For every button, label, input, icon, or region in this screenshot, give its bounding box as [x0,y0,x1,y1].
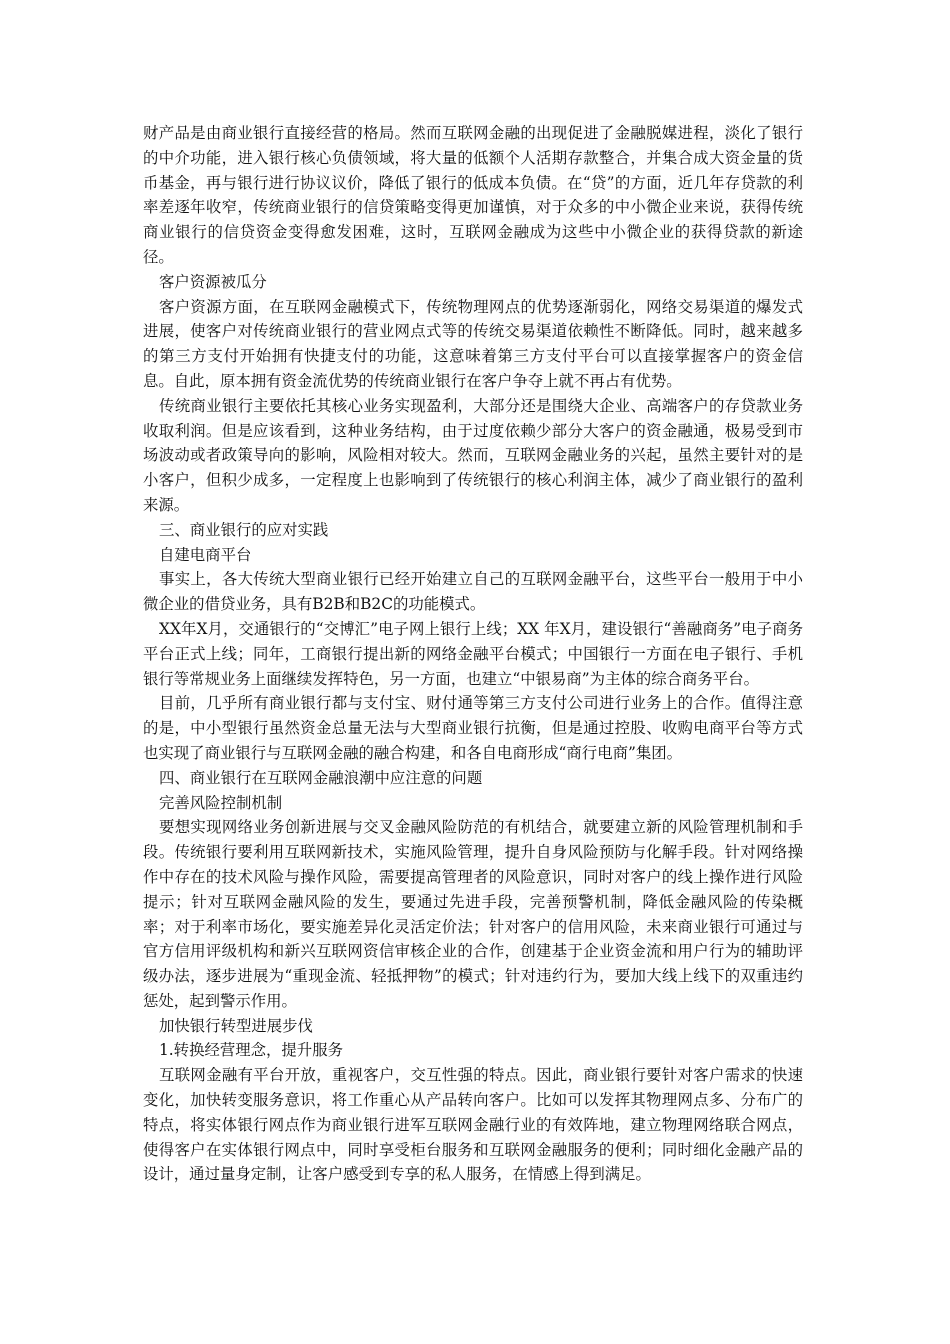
heading-risk-control: 完善风险控制机制 [159,793,283,812]
paragraph-8: XX年X月，交通银行的“交博汇”电子网上银行上线；XX 年X月，建设银行“善融商务”电子商务平台正式上线；同年，工商银行提出新的网络金融平台模式；中国银行一方面在电子银行、手机银行等常规业务上面继续发挥特色，另一方面，也建立“中银易商”为主体的综合商务平台。 [143,619,803,688]
paragraph-7: 事实上，各大传统大型商业银行已经开始建立自己的互联网金融平台，这些平台一般用于中小微企业的借贷业务，具有B2B和B2C的功能模式。 [143,570,803,614]
paragraph-12: 要想实现网络业务创新进展与交叉金融风险防范的有机结合，就要建立新的风险管理机制和手段。传统银行要利用互联网新技术，实施风险管理，提升自身风险预防与化解手段。针对网络操作中存在的技术风险与操作风险，需要提高管理者的风险意识，同时对客户的线上操作进行风险提示；针对互联网金融风险的发生，要通过先进手段，完善预警机制，降低金融风险的传染概率；对于利率市场化，要实施差异化灵活定价法；针对客户的信用风险，未来商业银行可通过与官方信用评级机构和新兴互联网资信审核企业的合作，创建基于企业资金流和用户行为的辅助评级办法，逐步进展为“重现金流、轻抵押物”的模式；针对违约行为，要加大线上线下的双重违约惩处，起到警示作用。 [143,818,803,1010]
section-heading-3: 三、商业银行的应对实践 [159,520,329,539]
paragraph-15: 互联网金融有平台开放，重视客户，交互性强的特点。因此，商业银行要针对客户需求的快速变化，加快转变服务意识，将工作重心从产品转向客户。比如可以发挥其物理网点多、分布广的特点，将实体银行网点作为商业银行进军互联网金融行业的有效阵地，建立物理网络联合网点，使得客户在实体银行网点中，同时享受柜台服务和互联网金融服务的便利；同时细化金融产品的设计，通过量身定制，让客户感受到专享的私人服务，在情感上得到满足。 [143,1066,803,1184]
paragraph-9: 目前，几乎所有商业银行都与支付宝、财付通等第三方支付公司进行业务上的合作。值得注意的是，中小型银行虽然资金总量无法与大型商业银行抗衡，但是通过控股、收购电商平台等方式也实现了商业银行与互联网金融的融合构建，和各自电商形成“商行电商”集团。 [143,694,803,762]
document-body [143,121,803,1187]
paragraph-1: 财产品是由商业银行直接经营的格局。然而互联网金融的出现促进了金融脱媒进程，淡化了银行的中介功能，进入银行核心负债领域，将大量的低额个人活期存款整合，并集合成大资金量的货币基金，再与银行进行协议议价，降低了银行的低成本负债。在“贷”的方面，近几年存贷款的利率差逐年收窄，传统商业银行的信贷策略变得更加谨慎，对于众多的中小微企业来说，获得传统商业银行的信贷资金变得愈发困难，这时，互联网金融成为这些中小微企业的获得贷款的新途径。 [143,124,803,266]
paragraph-4: 传统商业银行主要依托其核心业务实现盈利，大部分还是围绕大企业、高端客户的存贷款业务收取利润。但是应该看到，这种业务结构，由于过度依赖少部分大客户的资金融通，极易受到市场波动或者政策导向的影响，风险相对较大。然而，互联网金融业务的兴起，虽然主要针对的是小客户，但积少成多，一定程度上也影响到了传统银行的核心利润主体，减少了商业银行的盈利来源。 [143,396,803,514]
heading-customer-resources: 客户资源被瓜分 [159,272,267,291]
paragraph-3: 客户资源方面，在互联网金融模式下，传统物理网点的优势逐渐弱化，网络交易渠道的爆发式进展，使客户对传统商业银行的营业网点式等的传统交易渠道依赖性不断降低。同时，越来越多的第三方支付开始拥有快捷支付的功能，这意味着第三方支付平台可以直接掌握客户的资金信息。自此，原本拥有资金流优势的传统商业银行在客户争夺上就不再占有优势。 [143,297,803,390]
section-heading-4: 四、商业银行在互联网金融浪潮中应注意的问题 [159,768,483,787]
heading-ecommerce-platform: 自建电商平台 [159,545,252,564]
heading-business-philosophy: 1.转换经营理念，提升服务 [159,1041,343,1060]
heading-bank-transformation: 加快银行转型进展步伐 [159,1016,313,1035]
